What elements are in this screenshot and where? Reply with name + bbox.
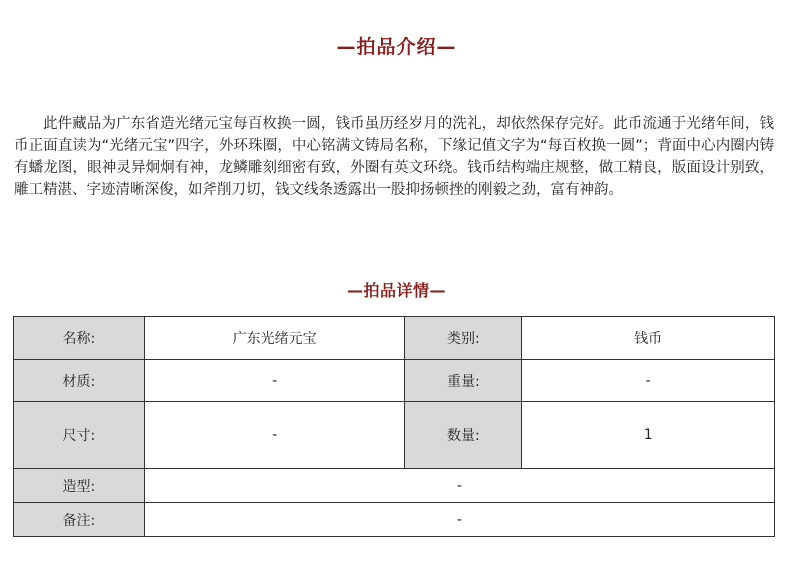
table-row <box>14 469 775 503</box>
category-label: 类别: <box>405 317 522 360</box>
quantity-value: 1 <box>522 402 775 469</box>
intro-description: 此件藏品为广东省造光绪元宝每百枚换一圆，钱币虽历经岁月的洗礼，却依然保存完好。此币流通于光绪年间，钱币正面直读为“光绪元宝”四字，外环珠圈，中心铭满文铸局名称，下缘记值文字为“每百枚换一圆”；背面中心内圈内铸有蟠龙图，眼神灵异炯炯有神，龙鳞雕刻细密有致，外圈有英文环绕。钱币结构端庄规整，做工精良，版面设计别致，雕工精湛、字迹清晰深俊，如斧削刀切，钱文线条透露出一股抑扬顿挫的刚毅之劲，富有神韵。 <box>14 116 774 198</box>
table-row <box>14 317 775 360</box>
note-value: - <box>144 503 774 537</box>
table-row <box>14 402 775 469</box>
size-label: 尺寸: <box>14 402 145 469</box>
weight-label: 重量: <box>405 360 522 402</box>
material-value: - <box>144 360 405 402</box>
table-row <box>14 360 775 402</box>
details-table <box>13 316 775 537</box>
size-value: - <box>144 402 405 469</box>
weight-value: - <box>522 360 775 402</box>
material-label: 材质: <box>14 360 145 402</box>
name-value: 广东光绪元宝 <box>144 317 405 360</box>
intro-section-title: —拍品介绍— <box>336 36 457 58</box>
name-label: 名称: <box>14 317 145 360</box>
table-row <box>14 503 775 537</box>
category-value: 钱币 <box>522 317 775 360</box>
note-label: 备注: <box>14 503 145 537</box>
quantity-label: 数量: <box>405 402 522 469</box>
shape-value: - <box>144 469 774 503</box>
details-section-title: —拍品详情— <box>346 281 446 300</box>
shape-label: 造型: <box>14 469 145 503</box>
